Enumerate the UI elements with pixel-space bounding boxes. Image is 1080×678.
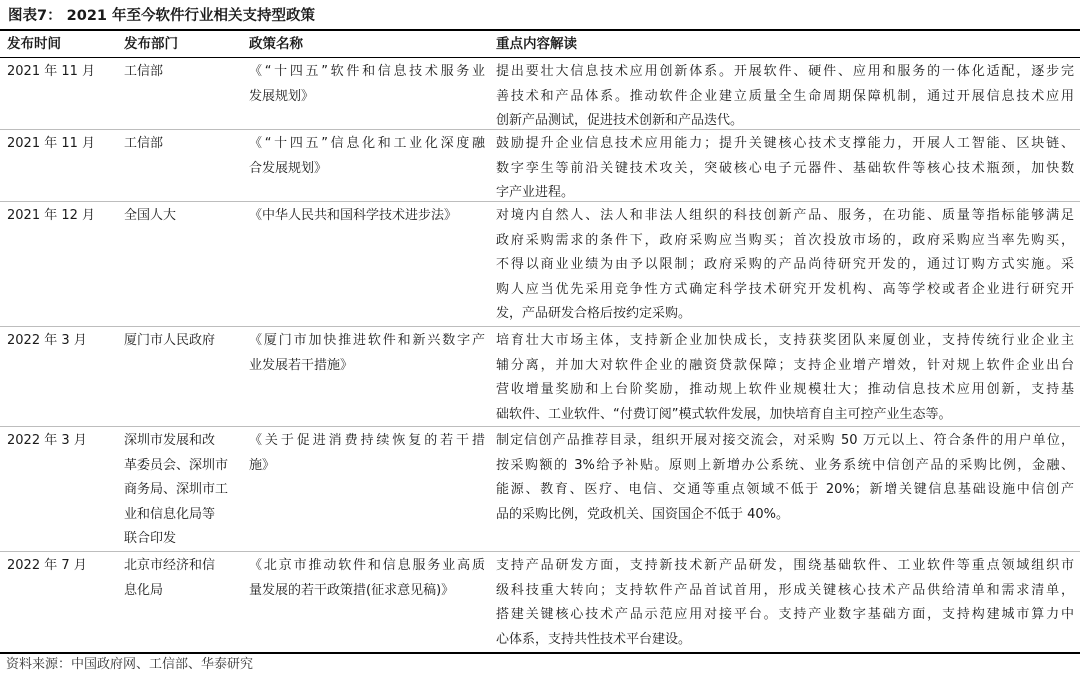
content-cell-line: 提出要壮大信息技术应用创新体系。开展软件、硬件、应用和服务的一体化适配，逐步完 xyxy=(496,64,1074,79)
table-header xyxy=(0,31,1080,57)
content-cell xyxy=(496,554,1074,652)
dept-cell-line: 厦门市人民政府 xyxy=(124,333,216,348)
dept-cell-line: 息化局 xyxy=(124,582,164,598)
content-cell-line: 搭建关键核心技术产品示范应用对接平台。支持产业数字基础方面，支持构建城市算力中 xyxy=(496,607,1074,623)
policy-cell xyxy=(249,60,485,109)
dept-cell-line: 革委员会、深圳市 xyxy=(124,457,229,473)
policy-cell xyxy=(249,132,485,181)
policy-cell-line: 《中华人民共和国科学技术进步法》 xyxy=(249,208,458,223)
policy-cell-line: 《关于促进消费持续恢复的若干措 xyxy=(249,433,485,448)
dept-cell xyxy=(124,554,242,603)
dept-cell-line: 联合印发 xyxy=(124,531,177,547)
content-cell-line: 制定信创产品推荐目录，组织开展对接交流会，对采购 50 万元以上、符合条件的用户单位， xyxy=(496,433,1074,448)
content-cell-line: 不得以商业业绩为由予以限制；政府采购的产品尚待研究开发的，通过订购方式实施。采 xyxy=(496,257,1074,273)
content-cell-line: 品的采购比例，党政机关、国资国企不低于 40%。 xyxy=(496,506,790,522)
policy-cell-line: 《“十四五”信息化和工业化深度融 xyxy=(249,136,485,151)
dept-cell xyxy=(124,429,242,552)
header-policy: 政策名称 xyxy=(249,36,303,52)
header-rule xyxy=(0,57,1080,58)
dept-cell-line: 全国人大 xyxy=(124,208,177,223)
content-cell-line: 支持产品研发方面，支持新技术新产品研发，围绕基础软件、工业软件等重点领域组织市 xyxy=(496,558,1074,573)
policy-cell-line: 合发展规划》 xyxy=(249,160,328,176)
date-cell: 2022 年 7 月 xyxy=(7,558,87,573)
content-cell-line: 培育壮大市场主体，支持新企业加快成长，支持获奖团队来厦创业，支持传统行业企业主 xyxy=(496,333,1074,348)
content-cell-line: 字产业进程。 xyxy=(496,185,575,201)
content-cell-line: 政府采购需求的条件下，政府采购应当购买；首次投放市场的，政府采购应当率先购买， xyxy=(496,232,1074,248)
content-cell-line: 能源、教育、医疗、电信、交通等重点领域不低于 20%；新增关键信息基础设施中信创产 xyxy=(496,482,1074,498)
policy-cell-line: 量发展的若干政策措(征求意见稿)》 xyxy=(249,582,455,598)
row-divider xyxy=(0,551,1080,552)
policy-cell-line: 发展规划》 xyxy=(249,88,315,104)
content-cell-line: 营收增量奖励和上台阶奖励，推动规上软件业规模壮大；推动信息技术应用创新，支持基 xyxy=(496,382,1074,398)
policy-cell-line: 《北京市推动软件和信息服务业高质 xyxy=(249,558,485,573)
content-cell-line: 辅分离，并加大对软件企业的融资贷款保障；支持企业增产增效，针对规上软件企业出台 xyxy=(496,357,1074,373)
date-cell: 2021 年 11 月 xyxy=(7,64,96,79)
dept-cell xyxy=(124,132,242,157)
content-cell xyxy=(496,60,1074,134)
row-divider xyxy=(0,326,1080,327)
policy-cell-line: 施》 xyxy=(249,457,276,473)
dept-cell xyxy=(124,60,242,85)
content-cell xyxy=(496,204,1074,327)
dept-cell-line: 深圳市发展和改 xyxy=(124,433,216,448)
content-cell-line: 购人应当优先采用竞争性方式确定科学技术研究开发机构、高等学校或者企业进行研究开 xyxy=(496,281,1074,297)
content-cell xyxy=(496,132,1074,206)
policy-cell xyxy=(249,329,485,378)
policy-cell-line: 《厦门市加快推进软件和新兴数字产 xyxy=(249,333,485,348)
content-cell-line: 级科技重大转向；支持软件产品首试首用，形成关键核心技术产品供给清单和需求清单， xyxy=(496,582,1074,598)
figure-title: 图表7： 2021 年至今软件行业相关支持型政策 xyxy=(8,8,316,24)
dept-cell-line: 业和信息化局等 xyxy=(124,506,216,522)
row-divider xyxy=(0,129,1080,130)
content-cell-line: 数字孪生等前沿关键技术攻关，突破核心电子元器件、基础软件等核心技术瓶颈，加快数 xyxy=(496,160,1074,176)
policy-cell-line: 《“十四五”软件和信息技术服务业 xyxy=(249,64,485,79)
row-divider xyxy=(0,201,1080,202)
content-cell-line: 鼓励提升企业信息技术应用能力；提升关键核心技术支撑能力，开展人工智能、区块链、 xyxy=(496,136,1074,151)
row-divider xyxy=(0,426,1080,427)
policy-cell xyxy=(249,429,485,478)
policy-cell xyxy=(249,554,485,603)
date-cell: 2022 年 3 月 xyxy=(7,333,87,348)
content-cell-line: 础软件、工业软件、“付费订阅”模式软件发展，加快培育自主可控产业生态等。 xyxy=(496,406,952,422)
content-cell-line: 心体系，支持共性技术平台建设。 xyxy=(496,631,692,647)
content-cell-line: 对境内自然人、法人和非法人组织的科技创新产品、服务，在功能、质量等指标能够满足 xyxy=(496,208,1074,223)
date-cell: 2022 年 3 月 xyxy=(7,433,87,448)
content-cell-line: 按采购额的 3%给予补贴。原则上新增办公系统、业务系统中信创产品的采购比例，金融、 xyxy=(496,457,1074,473)
dept-cell xyxy=(124,204,242,229)
header-date: 发布时间 xyxy=(7,36,61,52)
content-cell-line: 善技术和产品体系。推动软件企业建立质量全生命周期保障机制，通过开展信息技术应用 xyxy=(496,88,1074,104)
dept-cell-line: 北京市经济和信 xyxy=(124,558,216,573)
policy-cell-line: 业发展若干措施》 xyxy=(249,357,354,373)
header-dept: 发布部门 xyxy=(124,36,178,52)
content-cell-line: 创新产品测试，促进技术创新和产品迭代。 xyxy=(496,113,744,129)
content-cell-line: 发，产品研发合格后按约定采购。 xyxy=(496,306,692,322)
header-content: 重点内容解读 xyxy=(496,36,577,52)
date-cell: 2021 年 12 月 xyxy=(7,208,96,223)
content-cell xyxy=(496,329,1074,427)
dept-cell-line: 工信部 xyxy=(124,64,164,79)
dept-cell-line: 工信部 xyxy=(124,136,164,151)
dept-cell xyxy=(124,329,242,354)
date-cell: 2021 年 11 月 xyxy=(7,136,96,151)
source-note: 资料来源：中国政府网、工信部、华泰研究 xyxy=(6,657,254,672)
content-cell xyxy=(496,429,1074,527)
policy-cell xyxy=(249,204,485,229)
dept-cell-line: 商务局、深圳市工 xyxy=(124,482,229,498)
